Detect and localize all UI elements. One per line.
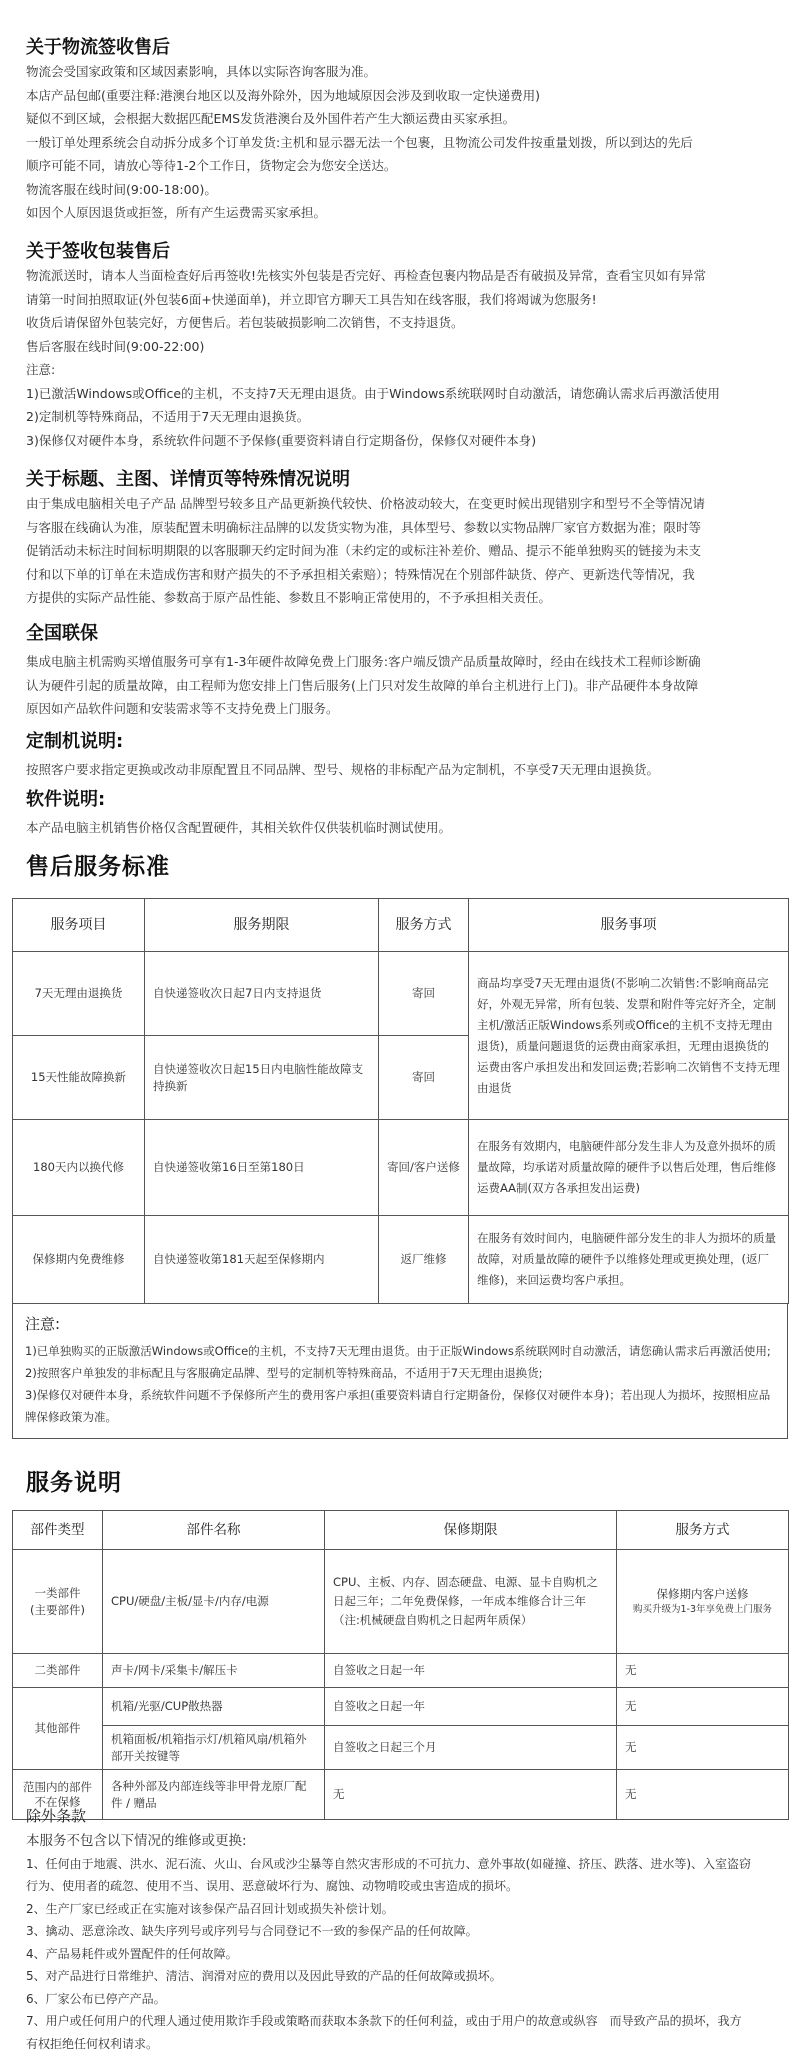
text-line: 物流会受国家政策和区域因素影响，具体以实际咨询客服为准。 xyxy=(26,64,377,79)
text-line: 疑似不到区域，会根据大数据匹配EMS发货港澳台及外国件若产生大额运费由买家承担。 xyxy=(26,111,516,126)
packaging-section xyxy=(26,240,776,452)
service-table-wrap xyxy=(12,1510,788,1820)
exclusion-line: 4、产品易耗件或外置配件的任何故障。 xyxy=(26,1946,238,1961)
text-line: 顺序可能不同，请放心等待1-2个工作日，货物定会为您安全送达。 xyxy=(26,158,397,173)
table-row xyxy=(13,1726,789,1770)
table-header-row xyxy=(13,1511,789,1550)
table-cell-period: 自快递签收次日起15日内电脑性能故障支持换新 xyxy=(145,1036,379,1120)
table-cell-method: 无 xyxy=(617,1770,789,1820)
table-cell-type: 二类部件 xyxy=(13,1654,103,1688)
table-header-row xyxy=(13,899,789,952)
text-line: 由于集成电脑相关电子产品 品牌型号较多且产品更新换代较快、价格波动较大，在变更时候出现错别字和型号不全等情况请 xyxy=(26,496,705,511)
text-line: 物流客服在线时间(9:00-18:00)。 xyxy=(26,181,217,197)
table-header-cell: 服务期限 xyxy=(145,899,379,952)
exclusion-line: 3、擒动、恶意涂改、缺失序列号或序列号与合同登记不一致的参保产品的任何故障。 xyxy=(26,1924,478,1938)
table-cell-period: 自签收之日起三个月 xyxy=(325,1726,617,1770)
warranty-lines xyxy=(26,650,776,721)
software-section xyxy=(26,788,776,840)
table-row xyxy=(13,1654,789,1688)
notes-title: 注意: xyxy=(25,1315,61,1333)
table-cell-type: 一类部件 (主要部件) xyxy=(13,1550,103,1654)
table-cell-name: 机箱/光驱/CUP散热器 xyxy=(103,1688,325,1726)
table-row xyxy=(13,1688,789,1726)
logistics-lines xyxy=(26,60,776,225)
table-cell-item: 7天无理由退换货 xyxy=(13,952,145,1036)
text-line: 售后客服在线时间(9:00-22:00) xyxy=(26,338,205,354)
special-title: 关于标题、主图、详情页等特殊情况说明 xyxy=(26,469,350,490)
table-cell-method: 返厂维修 xyxy=(379,1216,469,1304)
packaging-lines xyxy=(26,264,776,452)
text-line: 原因如产品软件问题和安装需求等不支持免费上门服务。 xyxy=(26,701,339,716)
table-cell-item: 15天性能故障换新 xyxy=(13,1036,145,1120)
custom-title: 定制机说明: xyxy=(26,731,124,752)
table-cell-period: CPU、主板、内存、固态硬盘、电源、显卡自购机之日起三年；二年免费保修，一年成本维修合计三年 （注:机械硬盘自购机之日起两年质保） xyxy=(325,1550,617,1654)
exclusion-line: 2、生产厂家已经或正在实施对该参保产品召回计划或损失补偿计划。 xyxy=(26,1901,394,1916)
table-row xyxy=(13,1550,789,1654)
special-lines xyxy=(26,492,776,610)
table-cell-detail: 在服务有效期内，电脑硬件部分发生非人为及意外损坏的质量故障，均承诺对质量故障的硬件予以售后处理，售后维修运费AA制(双方各承担发出运费) xyxy=(469,1120,789,1216)
table-header-cell: 保修期限 xyxy=(325,1511,617,1550)
warranty-section xyxy=(26,622,776,721)
table-row xyxy=(13,1120,789,1216)
exclusion-line: 1、任何由于地震、洪水、泥石流、火山、台风或沙尘暴等自然灾害形成的不可抗力、意外事故(如碰撞、挤压、跌落、进水等)、入室盗窃 xyxy=(26,1856,752,1871)
text-line: 3)保修仅对硬件本身，系统软件问题不予保修(重要资料请自行定期备份，保修仅对硬件本身) xyxy=(26,432,537,448)
table-cell-method: 无 xyxy=(617,1654,789,1688)
exclusion-line: 行为、使用者的疏忽、使用不当、误用、恶意破坏行为、腐蚀、动物啃咬或虫害造成的损坏。 xyxy=(26,1879,519,1893)
custom-section xyxy=(26,730,776,782)
text-line: 与客服在线确认为准，原装配置未明确标注品牌的以发货实物为准，具体型号、参数以实物品牌厂家官方数据为准；限时等 xyxy=(26,519,702,535)
exclusion-line: 6、厂家公布已停产产品。 xyxy=(26,1991,166,2006)
table-cell-period: 自签收之日起一年 xyxy=(325,1654,617,1688)
note-line: 1)已单独购买的正版激活Windows或Office的主机，不支持7天无理由退货。由于正版Windows系统联网时自动激活，请您确认需求后再激活使用; xyxy=(25,1344,771,1358)
exclusions-section xyxy=(26,1804,776,2055)
exclusions-subtitle: 本服务不包含以下情况的维修或更换: xyxy=(26,1833,247,1849)
exclusion-line: 5、对产品进行日常维护、清洁、润滑对应的费用以及因此导致的产品的任何故障或损坏。 xyxy=(26,1969,502,1983)
service-section xyxy=(26,1468,776,1498)
table-cell-period: 自快递签收次日起7日内支持退货 xyxy=(145,952,379,1036)
text-line: 一般订单处理系统会自动拆分成多个订单发货:主机和显示器无法一个包裹，且物流公司发件按重量划拨，所以到达的先后 xyxy=(26,134,693,150)
service-title: 服务说明 xyxy=(26,1470,122,1496)
table-cell-item: 保修期内免费维修 xyxy=(13,1216,145,1304)
standard-table-wrap xyxy=(12,898,788,1439)
table-cell-detail: 商品均享受7天无理由退货(不影响二次销售:不影响商品完好，外观无异常，所有包装、发票和附件等完好齐全，定制主机/激活正版Windows系列或Office的主机不支持无理由退货)，质量问题退货的运费由商家承担，无理由退换货的运费由客户承担发出和发回运费;若影响二次销售不支持无理由退货 xyxy=(469,952,789,1120)
text-line: 认为硬件引起的质量故障，由工程师为您安排上门售后服务(上门只对发生故障的单台主机进行上门)。非产品硬件本身故障 xyxy=(26,677,699,693)
text-line: 本产品电脑主机销售价格仅含配置硬件，其相关软件仅供装机临时测试使用。 xyxy=(26,820,452,835)
table-cell-method xyxy=(617,1550,789,1654)
table-cell-method: 寄回/客户送修 xyxy=(379,1120,469,1216)
text-line: 注意: xyxy=(26,362,56,377)
standard-section xyxy=(26,852,776,882)
text-line: 请第一时间拍照取证(外包装6面+快递面单)，并立即官方聊天工具告知在线客服，我们将竭诚为您服务! xyxy=(26,291,597,307)
text-line: 按照客户要求指定更换或改动非原配置且不同品牌、型号、规格的非标配产品为定制机，不享受7天无理由退换货。 xyxy=(26,762,659,777)
logistics-section xyxy=(26,36,776,225)
warranty-title: 全国联保 xyxy=(26,623,98,644)
table-cell-period: 自签收之日起一年 xyxy=(325,1688,617,1726)
text-line: 本店产品包邮(重要注释:港澳台地区以及海外除外，因为地域原因会涉及到收取一定快递费用) xyxy=(26,87,540,103)
table-cell-method: 无 xyxy=(617,1688,789,1726)
table-cell-type: 其他部件 xyxy=(13,1688,103,1770)
table-row xyxy=(13,1216,789,1304)
text-line: 促销活动未标注时间标明期限的以客服聊天约定时间为准（未约定的或标注补差价、赠品、提示不能单独购买的链接为未支 xyxy=(26,543,702,558)
method-note: 购买升级为1-3年享免费上门服务 xyxy=(632,1604,773,1615)
method-text: 保修期内客户送修 xyxy=(656,1587,749,1601)
table-cell-name: CPU/硬盘/主板/显卡/内存/电源 xyxy=(103,1550,325,1654)
standard-notes xyxy=(12,1304,788,1439)
table-cell-method: 寄回 xyxy=(379,1036,469,1120)
table-header-cell: 服务项目 xyxy=(13,899,145,952)
text-line: 收货后请保留外包装完好，方便售后。若包装破损影响二次销售，不支持退货。 xyxy=(26,315,464,330)
exclusions-title: 除外条款 xyxy=(26,1807,87,1825)
software-title: 软件说明: xyxy=(26,789,106,810)
text-line: 1)已激活Windows或Office的主机，不支持7天无理由退货。由于Windows系统联网时自动激活，请您确认需求后再激活使用 xyxy=(26,385,720,401)
table-cell-item: 180天内以换代修 xyxy=(13,1120,145,1216)
special-section xyxy=(26,468,776,610)
exclusion-line: 有权拒绝任何权利请求。 xyxy=(26,2036,159,2051)
exclusion-line: 7、用户或任何用户的代理人通过使用欺诈手段或策略而获取本条款下的任何利益，或由于用户的故意或纵容 而导致产品的损坏，我方 xyxy=(26,2014,742,2028)
text-line: 物流派送时，请本人当面检查好后再签收!先核实外包装是否完好、再检查包裹内物品是否有破损及异常，查看宝贝如有异常 xyxy=(26,268,707,283)
text-line: 如因个人原因退货或拒签，所有产生运费需买家承担。 xyxy=(26,205,327,220)
table-cell-period: 自快递签收第181天起至保修期内 xyxy=(145,1216,379,1304)
table-header-cell: 服务方式 xyxy=(617,1511,789,1550)
table-cell-method: 寄回 xyxy=(379,952,469,1036)
text-line: 付和以下单的订单在未造成伤害和财产损失的不予承担相关索赔）；特殊情况在个别部件缺货、停产、更新迭代等情况，我 xyxy=(26,566,695,582)
table-cell-name: 声卡/网卡/采集卡/解压卡 xyxy=(103,1654,325,1688)
table-cell-type: 范围内的部件 不在保修 xyxy=(13,1770,103,1820)
standard-table xyxy=(12,898,789,1304)
table-row xyxy=(13,952,789,1036)
packaging-title: 关于签收包装售后 xyxy=(26,241,170,262)
table-header-cell: 服务事项 xyxy=(469,899,789,952)
text-line: 方提供的实际产品性能、参数高于原产品性能、参数且不影响正常使用的，不予承担相关责任。 xyxy=(26,590,552,605)
table-cell-period: 自快递签收第16日至第180日 xyxy=(145,1120,379,1216)
note-line: 2)按照客户单独发的非标配且与客服确定品牌、型号的定制机等特殊商品，不适用于7天无理由退换货; xyxy=(25,1366,543,1380)
note-line: 3)保修仅对硬件本身，系统软件问题不予保修所产生的费用客户承担(重要资料请自行定期备份，保修仅对硬件本身)；若出现人为损坏，按照相应品牌保修政策为准。 xyxy=(25,1388,771,1424)
table-header-cell: 部件类型 xyxy=(13,1511,103,1550)
service-table xyxy=(12,1510,789,1820)
table-cell-period: 无 xyxy=(325,1770,617,1820)
table-cell-name: 机箱面板/机箱指示灯/机箱风扇/机箱外部开关按键等 xyxy=(103,1726,325,1770)
text-line: 2)定制机等特殊商品，不适用于7天无理由退换货。 xyxy=(26,409,310,424)
text-line: 集成电脑主机需购买增值服务可享有1-3年硬件故障免费上门服务:客户端反馈产品质量故障时，经由在线技术工程师诊断确 xyxy=(26,654,701,669)
table-cell-method: 无 xyxy=(617,1726,789,1770)
table-cell-name: 各种外部及内部连线等非甲骨龙原厂配件 / 赠品 xyxy=(103,1770,325,1820)
table-header-cell: 部件名称 xyxy=(103,1511,325,1550)
standard-title: 售后服务标准 xyxy=(26,854,170,880)
table-header-cell: 服务方式 xyxy=(379,899,469,952)
table-cell-detail: 在服务有效时间内，电脑硬件部分发生的非人为损坏的质量故障，对质量故障的硬件予以维修处理或更换处理，(返厂维修)，来回运费均客户承担。 xyxy=(469,1216,789,1304)
logistics-title: 关于物流签收售后 xyxy=(26,37,170,58)
